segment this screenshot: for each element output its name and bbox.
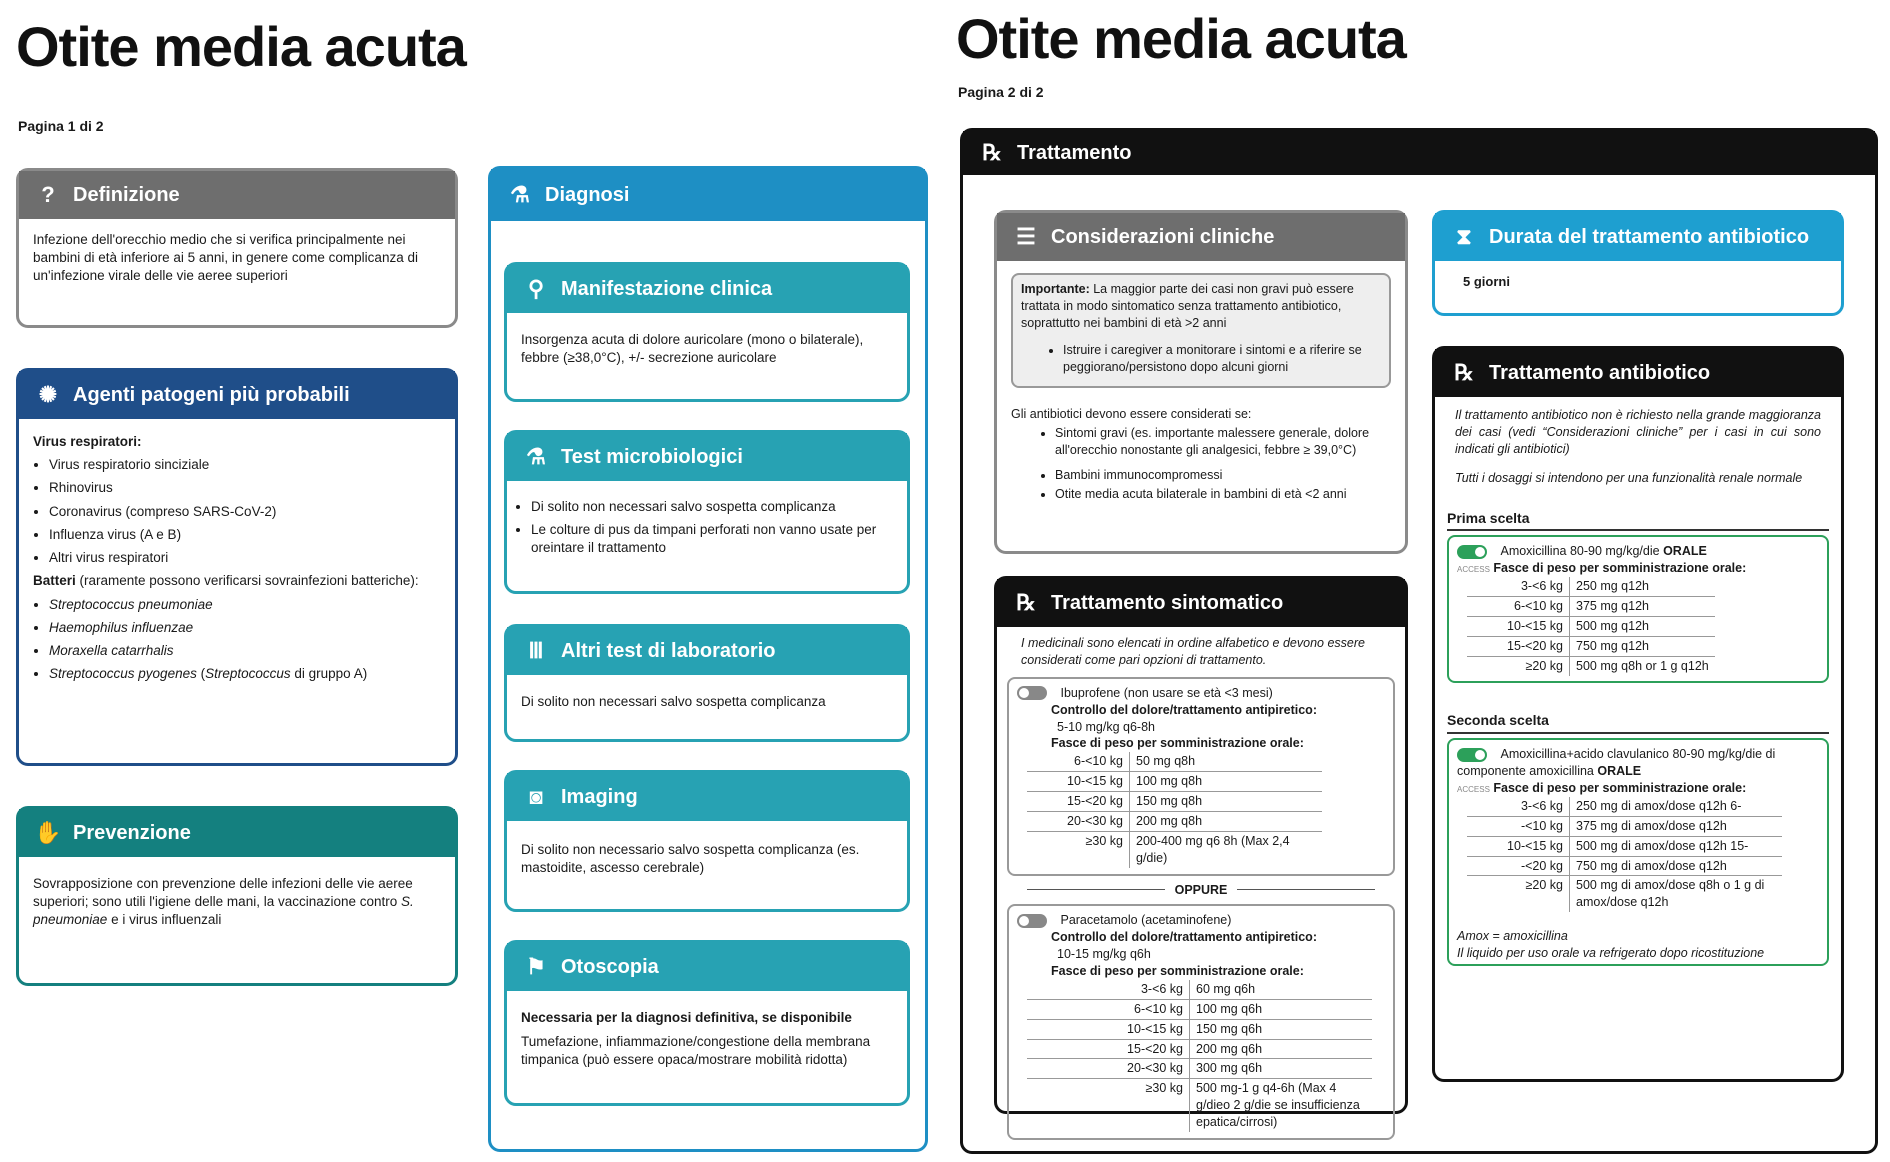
agenti-card: [16, 368, 458, 766]
abx-item: • Bambini immunocompromessi: [1055, 467, 1391, 484]
dose-cell: 150 mg q6h: [1190, 1019, 1373, 1039]
diagnosi-title: Diagnosi: [545, 183, 630, 206]
table-row: [1027, 999, 1372, 1019]
dose-cell: 375 mg di amox/dose q12h: [1570, 816, 1783, 836]
dose-cell: 500 mg q8h or 1 g q12h: [1576, 658, 1709, 673]
oppure-label: OPPURE: [1174, 882, 1228, 897]
dose-cell: 200 mg q8h: [1130, 811, 1323, 831]
page2-title: Otite media acuta: [956, 7, 1406, 70]
weight-cell: -<10 kg: [1467, 816, 1570, 836]
weight-cell: 10-<15 kg: [1027, 1019, 1190, 1039]
manifestazione-card: [504, 262, 910, 402]
table-row: [1027, 752, 1322, 771]
batteri-item: • Moraxella catarrhalis: [49, 642, 441, 660]
antibiotico-title: Trattamento antibiotico: [1489, 361, 1711, 384]
dose-cell: 500 mg-1 g q4-6h (Max 4 g/dieo 2 g/die se insufficienza epatica/cirrosi): [1196, 1081, 1360, 1129]
importante-bullet: • Istruire i caregiver a monitorare i sintomi e a riferire se peggiorano/persistono dopo alcuni giorni: [1063, 342, 1381, 376]
batteri-label: Batteri: [33, 573, 76, 589]
importante-text: La maggior parte dei casi non gravi può essere trattata in modo sintomatico senza trattamento antibiotico, soprattutto nei bambini di età >2 anni: [1021, 282, 1354, 330]
otoscopia-title: Otoscopia: [561, 955, 659, 978]
antibiotico-card: [1432, 346, 1844, 1082]
access-label: ACCESS: [1457, 785, 1490, 795]
agenti-title: Agenti patogeni più probabili: [73, 383, 350, 406]
manifestazione-title: Manifestazione clinica: [561, 277, 773, 300]
table-row: [1467, 597, 1715, 617]
prevenzione-text-a: Sovrapposizione con prevenzione delle infezioni delle vie aeree superiori; sono utili l'igiene delle mani, la vaccinazione contro: [33, 876, 413, 910]
weight-cell: 15-<20 kg: [1467, 636, 1570, 656]
dose-cell: 250 mg di amox/dose q12h 6-: [1570, 797, 1783, 816]
considerazioni-card: [994, 210, 1408, 554]
prevenzione-text-italic: S. pneumoniae: [33, 894, 414, 928]
weight-cell: ≥20 kg: [1467, 876, 1570, 912]
page2-number: Pagina 2 di 2: [958, 84, 1044, 100]
altri-test-text: Di solito non necessari salvo sospetta complicanza: [521, 694, 826, 709]
toggle-icon: [1017, 914, 1047, 928]
microscope-icon: ⚗: [510, 182, 530, 207]
para-name: Paracetamolo (acetaminofene): [1060, 913, 1232, 928]
pyogenes-tail-end: di gruppo A): [290, 666, 368, 682]
page1-title: Otite media acuta: [16, 15, 466, 78]
test-tubes-icon: Ⅲ: [528, 638, 544, 663]
imaging-text: Di solito non necessario salvo sospetta complicanza (es. mastoidite, ascesso cerebrale): [521, 842, 860, 876]
sintomatico-card: [994, 576, 1408, 1129]
seconda-scelta-label: Seconda scelta: [1447, 711, 1829, 734]
seconda-table: [1467, 797, 1782, 912]
sintomatico-title: Trattamento sintomatico: [1051, 591, 1284, 614]
dose-cell: 50 mg q8h: [1130, 752, 1323, 771]
test-micro-card: [504, 430, 910, 594]
virus-item: • Rhinovirus: [49, 479, 441, 497]
table-row: [1027, 1059, 1372, 1079]
abx-item: • Sintomi gravi (es. importante malessere generale, dolore all'orecchio nonostante gli analgesici, febbre ≥ 39,0°C): [1055, 425, 1391, 459]
altri-test-card: [504, 624, 910, 742]
definizione-card: [16, 168, 458, 328]
rx-icon: ℞: [982, 140, 1002, 165]
table-row: [1027, 1079, 1372, 1132]
batteri-item: Streptococcus pyogenes: [49, 666, 197, 682]
otoscope-icon: ⚑: [526, 954, 546, 979]
abx-intro: Gli antibiotici devono essere considerati se:: [1011, 407, 1252, 422]
seconda-fasce: Fasce di peso per somministrazione orale:: [1493, 781, 1747, 796]
table-row: [1467, 856, 1782, 876]
orale-label: ORALE: [1597, 764, 1642, 779]
ibu-dose: 5-10 mg/kg q6-8h: [1057, 719, 1155, 734]
abx-foot1: Amox = amoxicillina: [1457, 929, 1568, 944]
checklist-icon: ☰: [1016, 224, 1036, 249]
table-row: [1467, 816, 1782, 836]
weight-cell: 6-<10 kg: [1027, 999, 1190, 1019]
prima-fasce: Fasce di peso per somministrazione orale:: [1493, 561, 1747, 576]
dose-cell: 100 mg q8h: [1130, 772, 1323, 792]
table-row: [1467, 636, 1715, 656]
test-micro-item: • Le colture di pus da timpani perforati non vanno usate per oreintare il trattamento: [531, 521, 893, 557]
ibu-table: [1027, 752, 1322, 867]
dose-cell: 375 mg q12h: [1570, 597, 1715, 617]
rx-icon: ℞: [1454, 360, 1474, 385]
access-toggle-icon: [1457, 748, 1487, 762]
question-icon: ?: [41, 182, 55, 207]
considerazioni-title: Considerazioni cliniche: [1051, 225, 1275, 248]
virus-item: • Virus respiratorio sinciziale: [49, 456, 441, 474]
importante-label: Importante:: [1021, 282, 1090, 296]
durata-title: Durata del trattamento antibiotico: [1489, 225, 1810, 248]
imaging-title: Imaging: [561, 785, 638, 808]
virus-item: • Influenza virus (A e B): [49, 526, 441, 544]
para-table: [1027, 980, 1372, 1132]
hourglass-icon: ⧗: [1456, 224, 1472, 249]
definizione-title: Definizione: [73, 183, 180, 206]
weight-cell: 20-<30 kg: [1027, 1059, 1190, 1079]
dose-cell: 750 mg q12h: [1570, 636, 1715, 656]
weight-cell: ≥30 kg: [1027, 1079, 1190, 1132]
table-row: [1027, 1019, 1372, 1039]
ibu-fasce: Fasce di peso per somministrazione orale:: [1051, 736, 1304, 751]
batteri-item: • Streptococcus pneumoniae: [49, 596, 441, 614]
otoscopia-bold: Necessaria per la diagnosi definitiva, se disponibile: [521, 1010, 852, 1025]
table-row: [1467, 577, 1715, 596]
dose-cell: 200 mg q6h: [1190, 1039, 1373, 1059]
prima-table: [1467, 577, 1715, 675]
abx-foot2: Il liquido per uso orale va refrigerato dopo ricostituzione: [1457, 946, 1765, 961]
weight-cell: 10-<15 kg: [1467, 836, 1570, 856]
prevenzione-title: Prevenzione: [73, 821, 191, 844]
dose-cell: 500 mg q12h: [1570, 616, 1715, 636]
durata-text: 5 giorni: [1463, 274, 1510, 289]
batteri-note: (raramente possono verificarsi sovrainfezioni batteriche):: [75, 573, 419, 589]
rx-icon: ℞: [1016, 590, 1036, 615]
prima-scelta-label: Prima scelta: [1447, 509, 1829, 532]
test-micro-title: Test microbiologici: [561, 445, 743, 468]
oppure-divider: [1007, 882, 1395, 899]
otoscopia-card: [504, 940, 910, 1106]
table-row: [1027, 831, 1322, 867]
weight-cell: ≥30 kg: [1027, 831, 1130, 867]
magnifier-icon: ⚲: [527, 276, 545, 301]
table-row: [1027, 811, 1322, 831]
prevenzione-text: [19, 857, 455, 942]
weight-cell: 3-<6 kg: [1027, 980, 1190, 999]
batteri-item: • Haemophilus influenzae: [49, 619, 441, 637]
microscope-icon: ⚗: [526, 444, 546, 469]
hand-icon: ✋: [34, 820, 62, 845]
pyogenes-tail: (: [196, 666, 206, 682]
access-label: ACCESS: [1457, 565, 1490, 575]
abx-intro1: Il trattamento antibiotico non è richiesto nella grande maggioranza dei casi (vedi “Considerazioni cliniche” per i casi in cui sono indicati gli antibiotici): [1455, 408, 1821, 456]
imaging-card: [504, 770, 910, 912]
abx-intro2: Tutti i dosaggi si intendono per una funzionalità renale normale: [1455, 470, 1803, 485]
weight-cell: 10-<15 kg: [1027, 772, 1130, 792]
dose-cell: 500 mg di amox/dose q8h o 1 g di amox/dose q12h: [1576, 878, 1765, 910]
access-toggle-icon: [1457, 545, 1487, 559]
page1-number: Pagina 1 di 2: [18, 118, 104, 134]
weight-cell: -<20 kg: [1467, 856, 1570, 876]
prevenzione-card: [16, 806, 458, 986]
dose-cell: 250 mg q12h: [1570, 577, 1715, 596]
weight-cell: 10-<15 kg: [1467, 616, 1570, 636]
weight-cell: 15-<20 kg: [1027, 792, 1130, 812]
durata-card: [1432, 210, 1844, 316]
dose-cell: 200-400 mg q6 8h (Max 2,4 g/die): [1136, 833, 1290, 865]
orale-label: ORALE: [1663, 544, 1707, 559]
prevenzione-text-c: e i virus influenzali: [107, 912, 222, 928]
manifestazione-text: Insorgenza acuta di dolore auricolare (mono o bilaterale), febbre (≥38,0°C), +/- secrezione auricolare: [521, 332, 864, 366]
test-micro-item: • Di solito non necessari salvo sospetta complicanza: [531, 498, 893, 516]
para-ctrl: Controllo del dolore/trattamento antipiretico:: [1051, 930, 1317, 945]
table-row: [1467, 797, 1782, 816]
table-row: [1467, 656, 1715, 675]
para-dose: 10-15 mg/kg q6h: [1057, 947, 1151, 962]
ibu-name: Ibuprofene (non usare se età <3 mesi): [1060, 685, 1273, 700]
table-row: [1027, 980, 1372, 999]
table-row: [1027, 792, 1322, 812]
table-row: [1467, 876, 1782, 912]
pyogenes-tail-italic: Streptococcus: [205, 666, 291, 682]
otoscopia-text: Tumefazione, infiammazione/congestione della membrana timpanica (può essere opaca/mostrare mobilità ridotta): [521, 1034, 871, 1068]
dose-cell: 60 mg q6h: [1190, 980, 1373, 999]
altri-test-title: Altri test di laboratorio: [561, 639, 776, 662]
abx-item: • Otite media acuta bilaterale in bambini di età <2 anni: [1055, 486, 1391, 503]
camera-icon: ◙: [529, 784, 543, 809]
weight-cell: 6-<10 kg: [1467, 597, 1570, 617]
weight-cell: 15-<20 kg: [1027, 1039, 1190, 1059]
dose-cell: 300 mg q6h: [1190, 1059, 1373, 1079]
toggle-icon: [1017, 686, 1047, 700]
weight-cell: ≥20 kg: [1467, 656, 1570, 675]
ibu-ctrl: Controllo del dolore/trattamento antipiretico:: [1051, 702, 1317, 717]
weight-cell: 3-<6 kg: [1467, 797, 1570, 816]
dose-cell: 500 mg di amox/dose q12h 15-: [1570, 836, 1783, 856]
dose-cell: 750 mg di amox/dose q12h: [1570, 856, 1783, 876]
virus-item: • Altri virus respiratori: [49, 549, 441, 567]
dose-cell: 150 mg q8h: [1130, 792, 1323, 812]
seconda-drug: Amoxicillina+acido clavulanico 80-90 mg/kg/die di componente amoxicillina: [1457, 747, 1776, 779]
prima-drug: Amoxicillina 80-90 mg/kg/die: [1500, 544, 1664, 559]
table-row: [1467, 836, 1782, 856]
virus-icon: ✺: [38, 382, 58, 407]
table-row: [1027, 772, 1322, 792]
virus-item: • Coronavirus (compreso SARS-CoV-2): [49, 503, 441, 521]
trattamento-title: Trattamento: [1017, 141, 1132, 164]
definizione-text: Infezione dell'orecchio medio che si verifica principalmente nei bambini di età inferiore ai 5 anni, in genere come complicanza di un'infezione virale delle vie aeree superiori: [33, 232, 418, 284]
sintomatico-intro: I medicinali sono elencati in ordine alfabetico e devono essere considerati come pari opzioni di trattamento.: [1021, 636, 1365, 667]
weight-cell: 3-<6 kg: [1467, 577, 1570, 596]
para-fasce: Fasce di peso per somministrazione orale:: [1051, 964, 1304, 978]
weight-cell: 20-<30 kg: [1027, 811, 1130, 831]
table-row: [1027, 1039, 1372, 1059]
virus-label: Virus respiratori:: [33, 434, 142, 449]
dose-cell: 100 mg q6h: [1190, 999, 1373, 1019]
weight-cell: 6-<10 kg: [1027, 752, 1130, 771]
table-row: [1467, 616, 1715, 636]
